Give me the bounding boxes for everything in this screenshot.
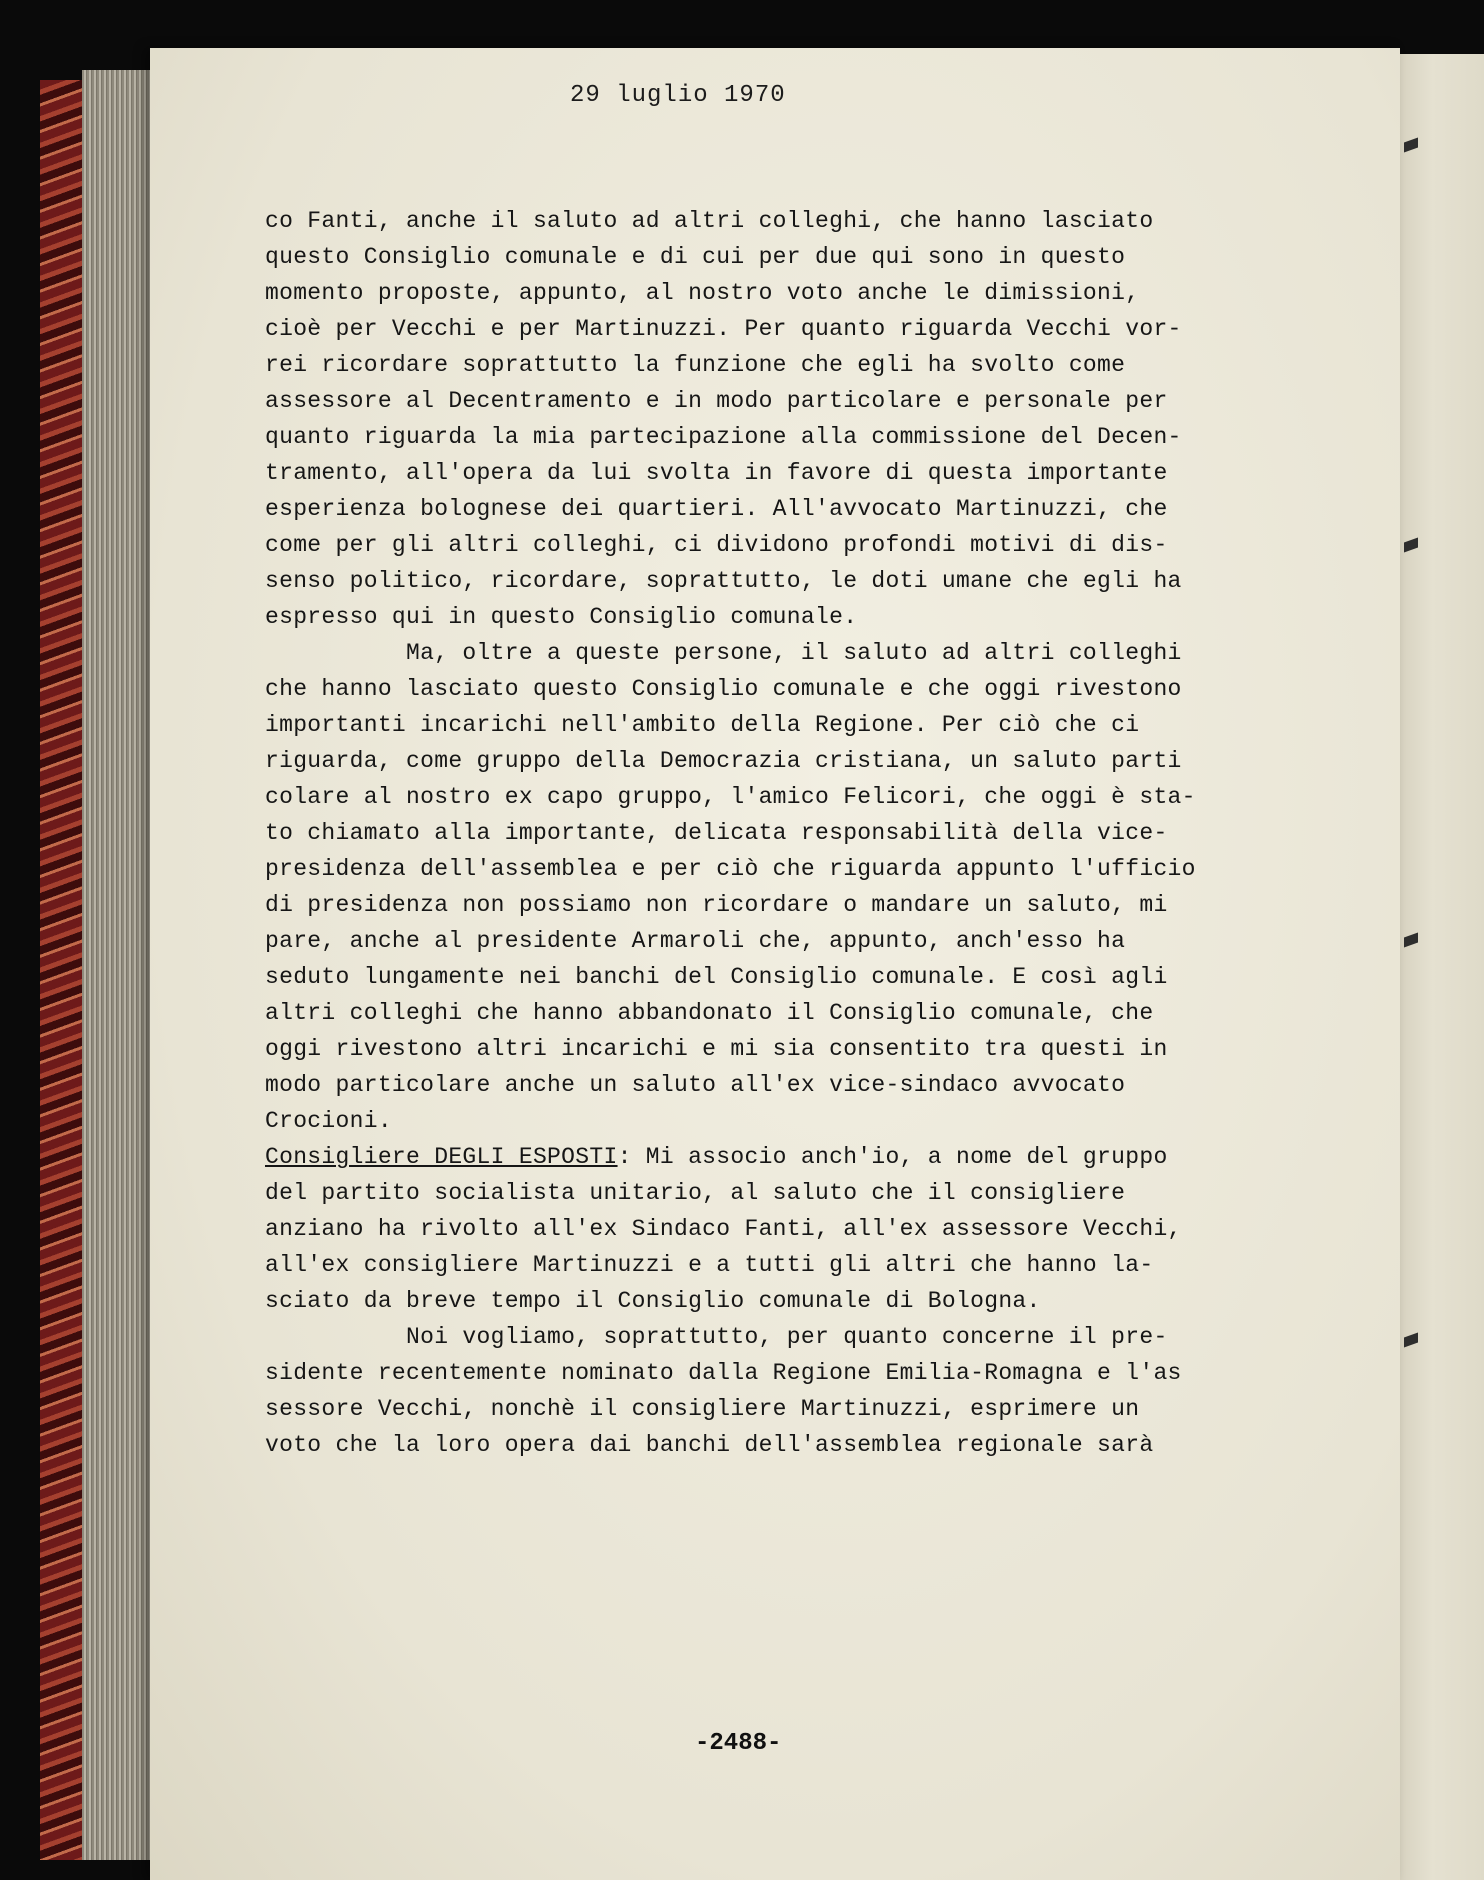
- text-line: senso politico, ricordare, soprattutto, le doti umane che egli ha: [265, 568, 1182, 594]
- text-line: sessore Vecchi, nonchè il consigliere Martinuzzi, esprimere un: [265, 1396, 1140, 1422]
- text-line: all'ex consigliere Martinuzzi e a tutti gli altri che hanno la-: [265, 1252, 1154, 1278]
- text-line: assessore al Decentramento e in modo particolare e personale per: [265, 388, 1168, 414]
- text-line: tramento, all'opera da lui svolta in favore di questa importante: [265, 460, 1168, 486]
- text-line: altri colleghi che hanno abbandonato il Consiglio comunale, che: [265, 1000, 1154, 1026]
- text-line: presidenza dell'assemblea e per ciò che riguarda appunto l'ufficio: [265, 856, 1196, 882]
- text-line: importanti incarichi nell'ambito della Regione. Per ciò che ci: [265, 712, 1140, 738]
- next-page-edge: [1395, 54, 1484, 1880]
- text-line: anziano ha rivolto all'ex Sindaco Fanti, all'ex assessore Vecchi,: [265, 1216, 1182, 1242]
- text-line: pare, anche al presidente Armaroli che, appunto, anch'esso ha: [265, 928, 1126, 954]
- text-line: Noi vogliamo, soprattutto, per quanto concerne il pre-: [265, 1324, 1168, 1350]
- text-line: oggi rivestono altri incarichi e mi sia consentito tra questi in: [265, 1036, 1168, 1062]
- text-line: riguarda, come gruppo della Democrazia cristiana, un saluto parti: [265, 748, 1182, 774]
- text-line: voto che la loro opera dai banchi dell'assemblea regionale sarà: [265, 1432, 1154, 1458]
- text-line: Ma, oltre a queste persone, il saluto ad altri colleghi: [265, 640, 1182, 666]
- text-line: modo particolare anche un saluto all'ex vice-sindaco avvocato: [265, 1072, 1126, 1098]
- text-line: di presidenza non possiamo non ricordare o mandare un saluto, mi: [265, 892, 1168, 918]
- text-line: colare al nostro ex capo gruppo, l'amico Felicori, che oggi è sta-: [265, 784, 1196, 810]
- text-line: del partito socialista unitario, al saluto che il consigliere: [265, 1180, 1126, 1206]
- page-number: -2488-: [695, 1730, 782, 1757]
- text-line: to chiamato alla importante, delicata responsabilità della vice-: [265, 820, 1168, 846]
- text-line: cioè per Vecchi e per Martinuzzi. Per quanto riguarda Vecchi vor-: [265, 316, 1182, 342]
- text-line: sciato da breve tempo il Consiglio comunale di Bologna.: [265, 1288, 1041, 1314]
- text-line: questo Consiglio comunale e di cui per due qui sono in questo: [265, 244, 1126, 270]
- speaker-line: [265, 1144, 1168, 1170]
- speaker-name: Consigliere DEGLI ESPOSTI: [265, 1144, 618, 1170]
- text-line: co Fanti, anche il saluto ad altri colleghi, che hanno lasciato: [265, 208, 1154, 234]
- text-line: espresso qui in questo Consiglio comunale.: [265, 604, 858, 630]
- text-line: quanto riguarda la mia partecipazione alla commissione del Decen-: [265, 424, 1182, 450]
- text-line: seduto lungamente nei banchi del Consiglio comunale. E così agli: [265, 964, 1168, 990]
- text-line: esperienza bolognese dei quartieri. All'avvocato Martinuzzi, che: [265, 496, 1168, 522]
- date-header: 29 luglio 1970: [570, 82, 786, 109]
- text-line: rei ricordare soprattutto la funzione che egli ha svolto come: [265, 352, 1126, 378]
- text-line: come per gli altri colleghi, ci dividono profondi motivi di dis-: [265, 532, 1168, 558]
- text-line: sidente recentemente nominato dalla Regione Emilia-Romagna e l'as: [265, 1360, 1182, 1386]
- text-line: Crocioni.: [265, 1108, 392, 1134]
- text-line: che hanno lasciato questo Consiglio comunale e che oggi rivestono: [265, 676, 1182, 702]
- text-line: momento proposte, appunto, al nostro voto anche le dimissioni,: [265, 280, 1140, 306]
- document-page: [150, 48, 1400, 1880]
- speaker-line-rest: : Mi associo anch'io, a nome del gruppo: [617, 1144, 1168, 1170]
